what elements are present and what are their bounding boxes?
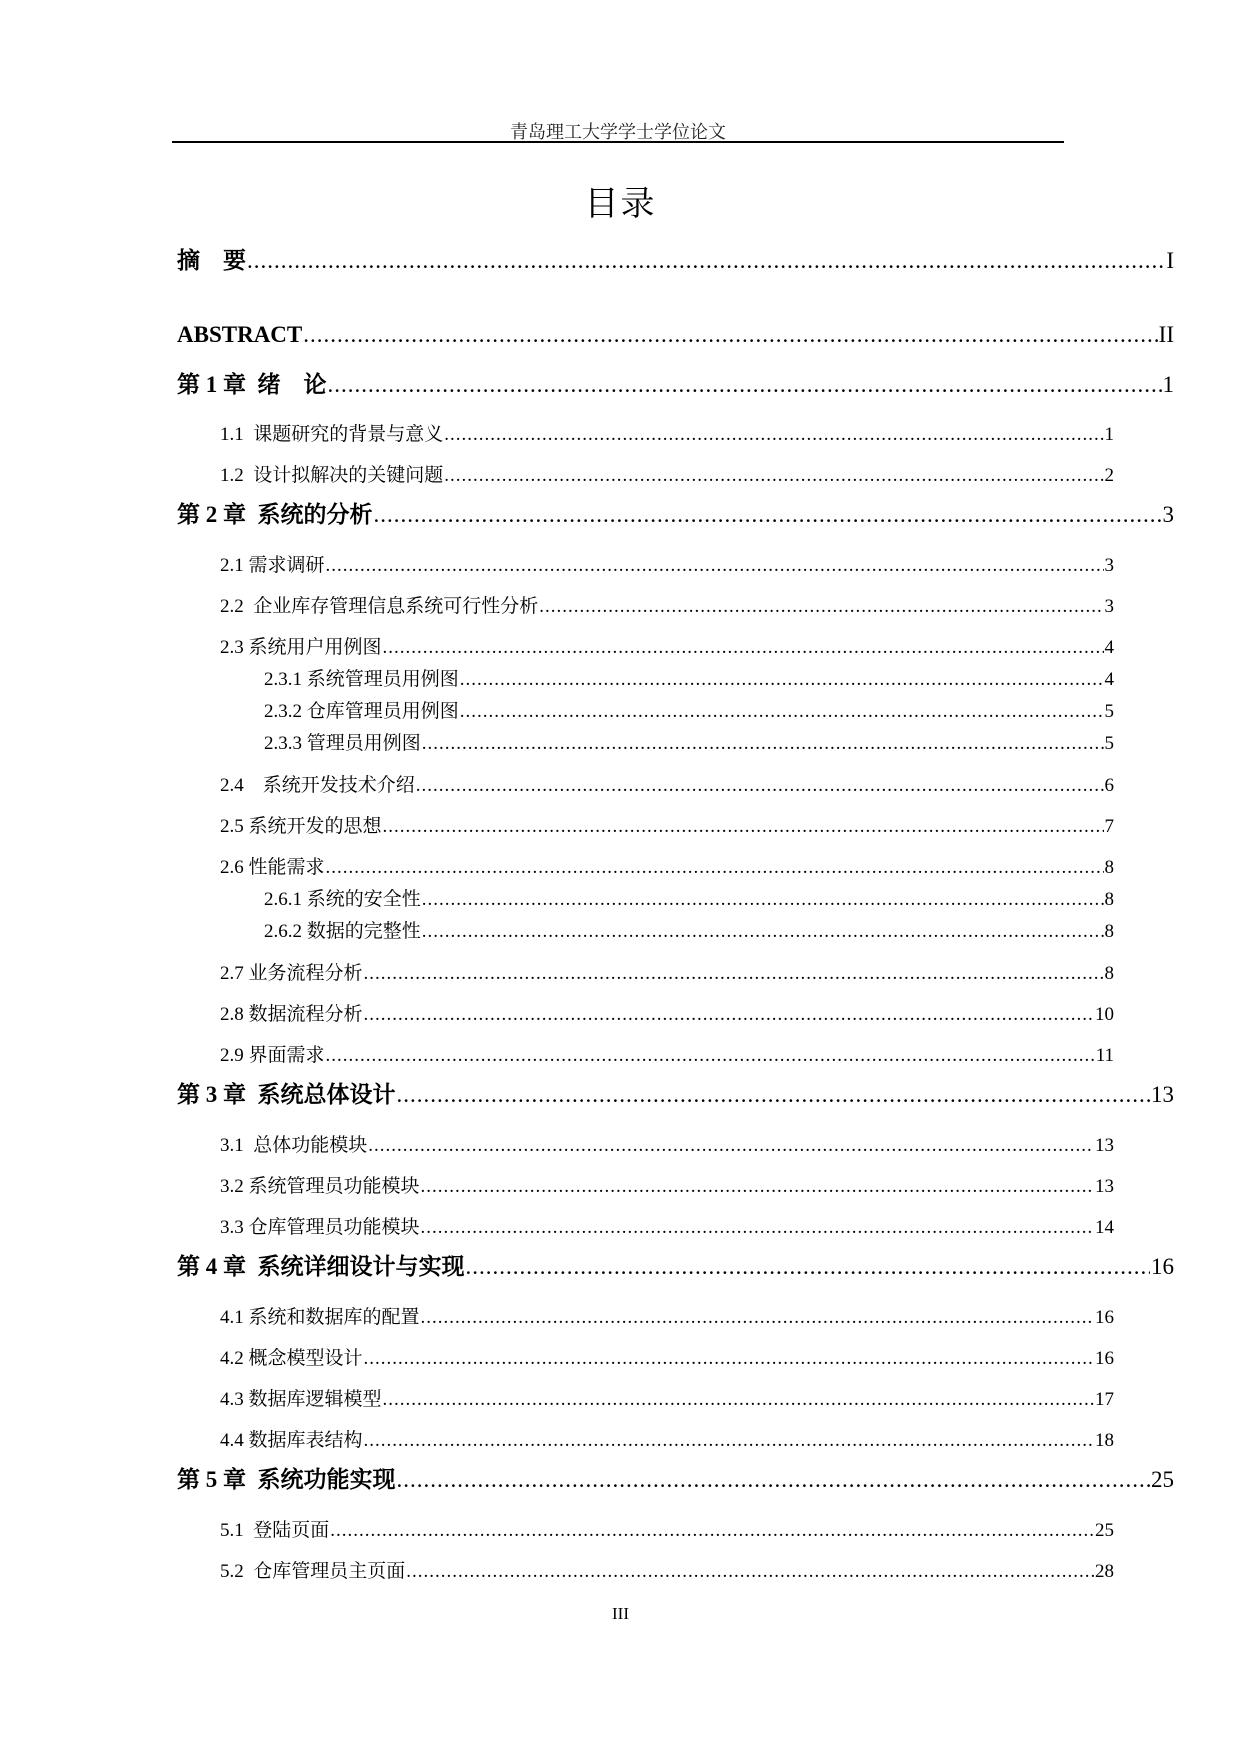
toc-entry-page: 13 xyxy=(1095,1135,1114,1156)
toc-entry-4-4[interactable] xyxy=(220,1430,1114,1452)
toc-entry-page: 11 xyxy=(1095,1045,1114,1066)
toc-entry-label: 3.1 总体功能模块 xyxy=(220,1135,368,1156)
toc-leader-dots xyxy=(374,502,1162,528)
toc-entry-label: 第 2 章 系统的分析 xyxy=(177,502,373,527)
toc-entry-2-3-1[interactable] xyxy=(264,669,1114,691)
toc-entry-label: 摘 要 xyxy=(177,248,246,273)
toc-entry-5-2[interactable] xyxy=(220,1561,1114,1583)
toc-leader-dots xyxy=(330,1520,1094,1542)
toc-entry-label: 第 3 章 系统总体设计 xyxy=(177,1082,396,1107)
toc-entry-1-1[interactable] xyxy=(220,424,1114,446)
toc-entry-4-3[interactable] xyxy=(220,1389,1114,1411)
toc-entry-label: 1.1 课题研究的背景与意义 xyxy=(220,424,444,445)
toc-entry-label: 第 1 章 绪 论 xyxy=(177,372,327,397)
toc-leader-dots xyxy=(397,1467,1151,1493)
toc-leader-dots xyxy=(421,1217,1094,1239)
toc-leader-dots xyxy=(364,963,1104,985)
toc-entry-page: 8 xyxy=(1104,857,1114,878)
toc-entry-page: I xyxy=(1166,248,1174,273)
toc-entry-abstract-en[interactable] xyxy=(177,322,1174,348)
toc-entry-label: 2.2 企业库存管理信息系统可行性分析 xyxy=(220,596,539,617)
toc-entry-2-5[interactable] xyxy=(220,816,1114,838)
toc-entry-page: 8 xyxy=(1104,921,1114,942)
toc-entry-page: 8 xyxy=(1104,963,1114,984)
toc-entry-page: 4 xyxy=(1104,669,1114,690)
toc-entry-label: 4.2 概念模型设计 xyxy=(220,1348,363,1369)
toc-entry-page: 14 xyxy=(1095,1217,1114,1238)
toc-entry-page: 16 xyxy=(1151,1254,1174,1279)
toc-entry-4-2[interactable] xyxy=(220,1348,1114,1370)
toc-entry-2-6-1[interactable] xyxy=(264,889,1114,911)
toc-entry-3-3[interactable] xyxy=(220,1217,1114,1239)
toc-entry-label: 4.4 数据库表结构 xyxy=(220,1430,363,1451)
toc-entry-page: 7 xyxy=(1104,816,1114,837)
toc-entry-page: 16 xyxy=(1095,1348,1114,1369)
toc-entry-page: 4 xyxy=(1104,637,1114,658)
toc-leader-dots xyxy=(326,1045,1095,1067)
toc-leader-dots xyxy=(328,372,1162,398)
toc-leader-dots xyxy=(397,1082,1151,1108)
toc-entry-label: 2.6 性能需求 xyxy=(220,857,325,878)
toc-entry-2-6-2[interactable] xyxy=(264,921,1114,943)
toc-leader-dots xyxy=(444,424,1103,446)
toc-leader-dots xyxy=(247,248,1165,274)
toc-entry-2-7[interactable] xyxy=(220,963,1114,985)
toc-entry-page: 5 xyxy=(1104,733,1114,754)
toc-entry-abstract-cn[interactable] xyxy=(177,248,1174,274)
toc-entry-2-3-2[interactable] xyxy=(264,701,1114,723)
toc-entry-page: 10 xyxy=(1095,1004,1114,1025)
toc-entry-label: 2.8 数据流程分析 xyxy=(220,1004,363,1025)
toc-entry-label: ABSTRACT xyxy=(177,322,303,347)
toc-entry-label: 2.3.3 管理员用例图 xyxy=(264,733,421,754)
toc-leader-dots xyxy=(326,857,1104,879)
toc-entry-chapter-2[interactable] xyxy=(177,502,1174,528)
toc-leader-dots xyxy=(460,701,1104,723)
toc-entry-chapter-4[interactable] xyxy=(177,1254,1174,1280)
toc-entry-label: 4.3 数据库逻辑模型 xyxy=(220,1389,382,1410)
toc-leader-dots xyxy=(466,1254,1151,1280)
toc-entry-label: 5.1 登陆页面 xyxy=(220,1520,330,1541)
toc-entry-page: 3 xyxy=(1104,555,1114,576)
toc-leader-dots xyxy=(364,1004,1094,1026)
toc-leader-dots xyxy=(444,465,1103,487)
toc-leader-dots xyxy=(383,816,1104,838)
toc-entry-page: 1 xyxy=(1104,424,1114,445)
toc-entry-3-2[interactable] xyxy=(220,1176,1114,1198)
toc-entry-chapter-5[interactable] xyxy=(177,1467,1174,1493)
toc-leader-dots xyxy=(406,1561,1094,1583)
toc-leader-dots xyxy=(383,1389,1094,1411)
toc-entry-2-4[interactable] xyxy=(220,775,1114,797)
toc-title: 目录 xyxy=(584,184,657,224)
toc-leader-dots xyxy=(383,637,1104,659)
toc-entry-page: 17 xyxy=(1095,1389,1114,1410)
page-number: III xyxy=(612,1604,629,1623)
toc-entry-2-3-3[interactable] xyxy=(264,733,1114,755)
toc-entry-page: 25 xyxy=(1151,1467,1174,1492)
toc-entry-2-1[interactable] xyxy=(220,555,1114,577)
toc-entry-page: 2 xyxy=(1104,465,1114,486)
running-header: 青岛理工大学学士学位论文 xyxy=(510,122,726,142)
toc-entry-label: 2.6.2 数据的完整性 xyxy=(264,921,421,942)
toc-leader-dots xyxy=(421,1307,1094,1329)
toc-leader-dots xyxy=(422,889,1104,911)
toc-leader-dots xyxy=(364,1348,1094,1370)
toc-leader-dots xyxy=(416,775,1104,797)
toc-entry-2-9[interactable] xyxy=(220,1045,1114,1067)
toc-entry-label: 3.2 系统管理员功能模块 xyxy=(220,1176,420,1197)
toc-entry-label: 2.3.1 系统管理员用例图 xyxy=(264,669,459,690)
toc-entry-page: 18 xyxy=(1095,1430,1114,1451)
toc-entry-page: II xyxy=(1158,322,1174,347)
toc-entry-page: 13 xyxy=(1095,1176,1114,1197)
toc-leader-dots xyxy=(422,733,1104,755)
toc-entry-page: 16 xyxy=(1095,1307,1114,1328)
toc-entry-label: 2.3 系统用户用例图 xyxy=(220,637,382,658)
toc-entry-page: 8 xyxy=(1104,889,1114,910)
toc-leader-dots xyxy=(303,322,1157,348)
toc-leader-dots xyxy=(368,1135,1094,1157)
toc-entry-page: 3 xyxy=(1104,596,1114,617)
toc-entry-page: 13 xyxy=(1151,1082,1174,1107)
toc-entry-4-1[interactable] xyxy=(220,1307,1114,1329)
toc-entry-label: 2.7 业务流程分析 xyxy=(220,963,363,984)
toc-leader-dots xyxy=(539,596,1103,618)
toc-entry-page: 3 xyxy=(1162,502,1174,527)
toc-entry-2-3[interactable] xyxy=(220,637,1114,659)
toc-entry-label: 2.5 系统开发的思想 xyxy=(220,816,382,837)
toc-entry-label: 2.9 界面需求 xyxy=(220,1045,325,1066)
toc-entry-2-8[interactable] xyxy=(220,1004,1114,1026)
toc-entry-1-2[interactable] xyxy=(220,465,1114,487)
toc-entry-page: 6 xyxy=(1104,775,1114,796)
toc-leader-dots xyxy=(460,669,1104,691)
toc-entry-label: 第 5 章 系统功能实现 xyxy=(177,1467,396,1492)
toc-leader-dots xyxy=(326,555,1104,577)
toc-leader-dots xyxy=(364,1430,1094,1452)
toc-entry-chapter-3[interactable] xyxy=(177,1082,1174,1108)
toc-leader-dots xyxy=(421,1176,1094,1198)
toc-entry-chapter-1[interactable] xyxy=(177,372,1174,398)
toc-entry-label: 4.1 系统和数据库的配置 xyxy=(220,1307,420,1328)
toc-entry-label: 2.6.1 系统的安全性 xyxy=(264,889,421,910)
header-rule xyxy=(172,141,1064,143)
toc-entry-label: 5.2 仓库管理员主页面 xyxy=(220,1561,406,1582)
toc-entry-label: 第 4 章 系统详细设计与实现 xyxy=(177,1254,465,1279)
toc-entry-label: 2.3.2 仓库管理员用例图 xyxy=(264,701,459,722)
toc-entry-page: 28 xyxy=(1095,1561,1114,1582)
toc-entry-page: 5 xyxy=(1104,701,1114,722)
toc-entry-label: 2.4 系统开发技术介绍 xyxy=(220,775,415,796)
toc-entry-3-1[interactable] xyxy=(220,1135,1114,1157)
toc-entry-2-6[interactable] xyxy=(220,857,1114,879)
toc-entry-2-2[interactable] xyxy=(220,596,1114,618)
toc-leader-dots xyxy=(422,921,1104,943)
toc-entry-page: 25 xyxy=(1095,1520,1114,1541)
toc-entry-label: 1.2 设计拟解决的关键问题 xyxy=(220,465,444,486)
toc-entry-label: 3.3 仓库管理员功能模块 xyxy=(220,1217,420,1238)
toc-entry-label: 2.1 需求调研 xyxy=(220,555,325,576)
toc-entry-5-1[interactable] xyxy=(220,1520,1114,1542)
toc-entry-page: 1 xyxy=(1162,372,1174,397)
